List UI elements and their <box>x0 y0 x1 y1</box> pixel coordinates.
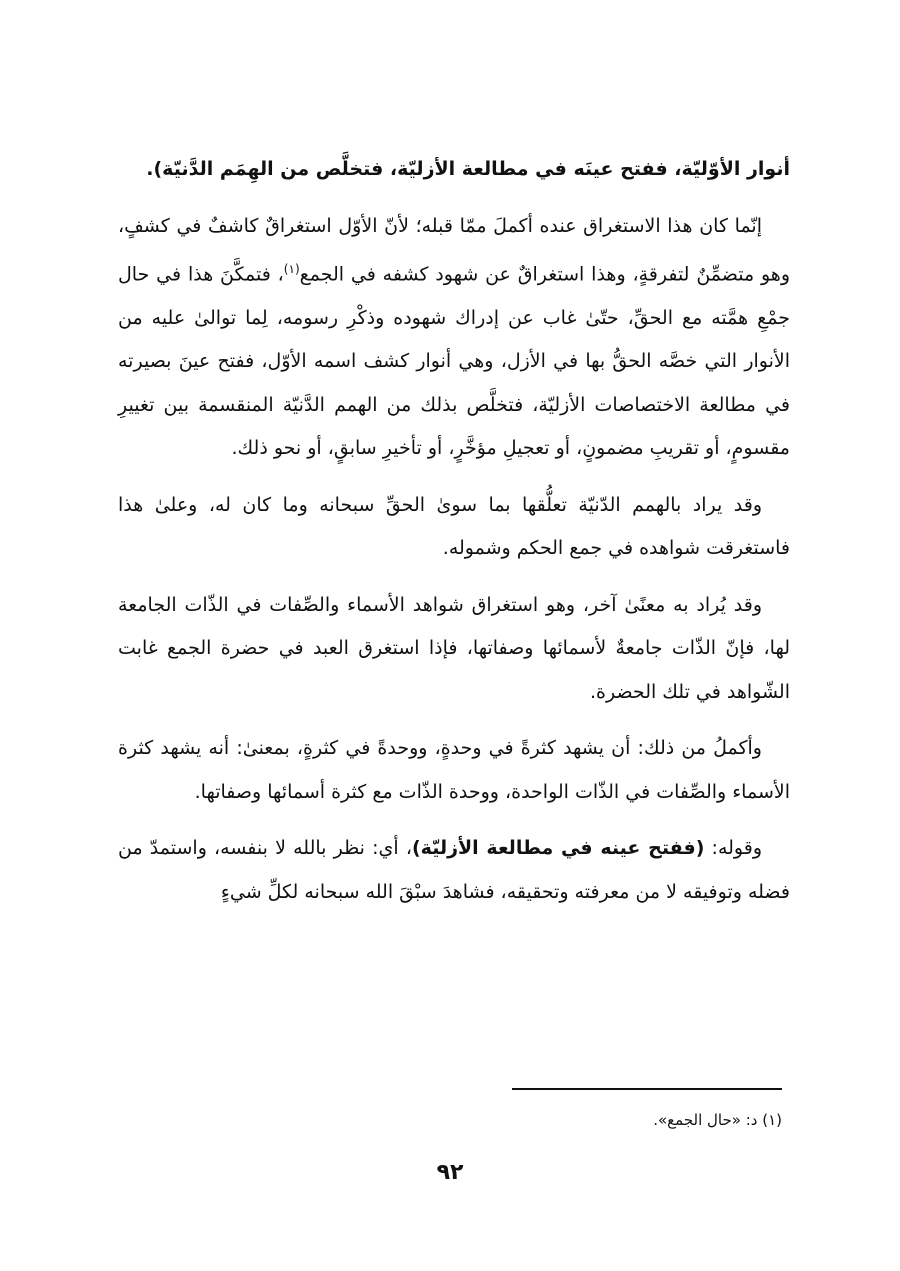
paragraph-text-part-2: ، فتمكَّنَ هذا في حال جمْعِ همَّته مع الحقِّ، حتّىٰ غاب عن إدراك شهوده وذكْرِ رسومه، لِما توالىٰ عليه من الأنوار التي خصَّه الحقُّ بها في الأزل، وهي أنوار كشف اسمه الأوّل، ففتح عينَ بصيرته في مطالعة الاختصاصات الأزليّة، فتخلَّص بذلك من الهمم الدَّنيّة المنقسمة بين تغييرِ مقسومٍ، أو تقريبِ مضمونٍ، أو تعجيلِ مؤخَّرٍ، أو تأخيرِ سابقٍ، أو نحو ذلك. <box>118 263 790 460</box>
page-body <box>118 148 790 927</box>
paragraph-himam-daniyya: وقد يراد بالهمم الدّنيّة تعلُّقها بما سوىٰ الحقِّ سبحانه وما كان له، وعلىٰ هذا فاستغرقت شواهده في جمع الحكم وشموله. <box>118 493 790 560</box>
footnote-marker: (١) <box>762 1111 782 1129</box>
footnote-text: د: «حال الجمع». <box>653 1111 758 1129</box>
page-number: ٩٢ <box>436 1160 464 1185</box>
paragraph-asma-sifat: وقد يُراد به معنًىٰ آخر، وهو استغراق شواهد الأسماء والصِّفات في الذّات الجامعة لها، فإنّ الذّات جامعةٌ لأسمائها وصفاتها، فإذا استغرق العبد في حضرة الجمع غابت الشّواهد في تلك الحضرة. <box>118 593 790 703</box>
paragraph-kathra-wahda: وأكملُ من ذلك: أن يشهد كثرةً في وحدةٍ، ووحدةً في كثرةٍ، بمعنىٰ: أنه يشهد كثرة الأسماء والصِّفات في الذّات الواحدة، ووحدة الذّات مع كثرة أسمائها وصفاتها. <box>118 737 790 803</box>
paragraph-istighraq <box>118 205 790 471</box>
footnote <box>110 1108 782 1132</box>
quoted-phrase: (ففتح عينه في مطالعة الأزليّة) <box>412 837 705 860</box>
paragraph-text-part-1: إنّما كان هذا الاستغراق عنده أكملَ ممّا قبله؛ لأنّ الأوّل استغراقٌ كاشفٌ في كشفٍ، وهو متضمِّنٌ لتفرقةٍ، وهذا استغراقٌ عن شهود كشفه في الجمع <box>118 214 791 286</box>
paragraph-lead: وقوله: <box>704 837 762 860</box>
footnote-reference[interactable]: (١) <box>283 262 300 276</box>
paragraph-fafataha <box>118 827 790 914</box>
paragraph-quote-end: أنوار الأوّليّة، ففتح عينَه في مطالعة الأزليّة، فتخلَّص من الهِمَم الدَّنيّة). <box>146 158 790 180</box>
paragraph-rest: ، أي: نظر بالله لا بنفسه، واستمدّ من فضله وتوفيقه لا من معرفته وتحقيقه، فشاهدَ سبْقَ الله سبحانه لكلِّ شيءٍ <box>118 837 790 903</box>
footnote-divider <box>512 1088 782 1090</box>
